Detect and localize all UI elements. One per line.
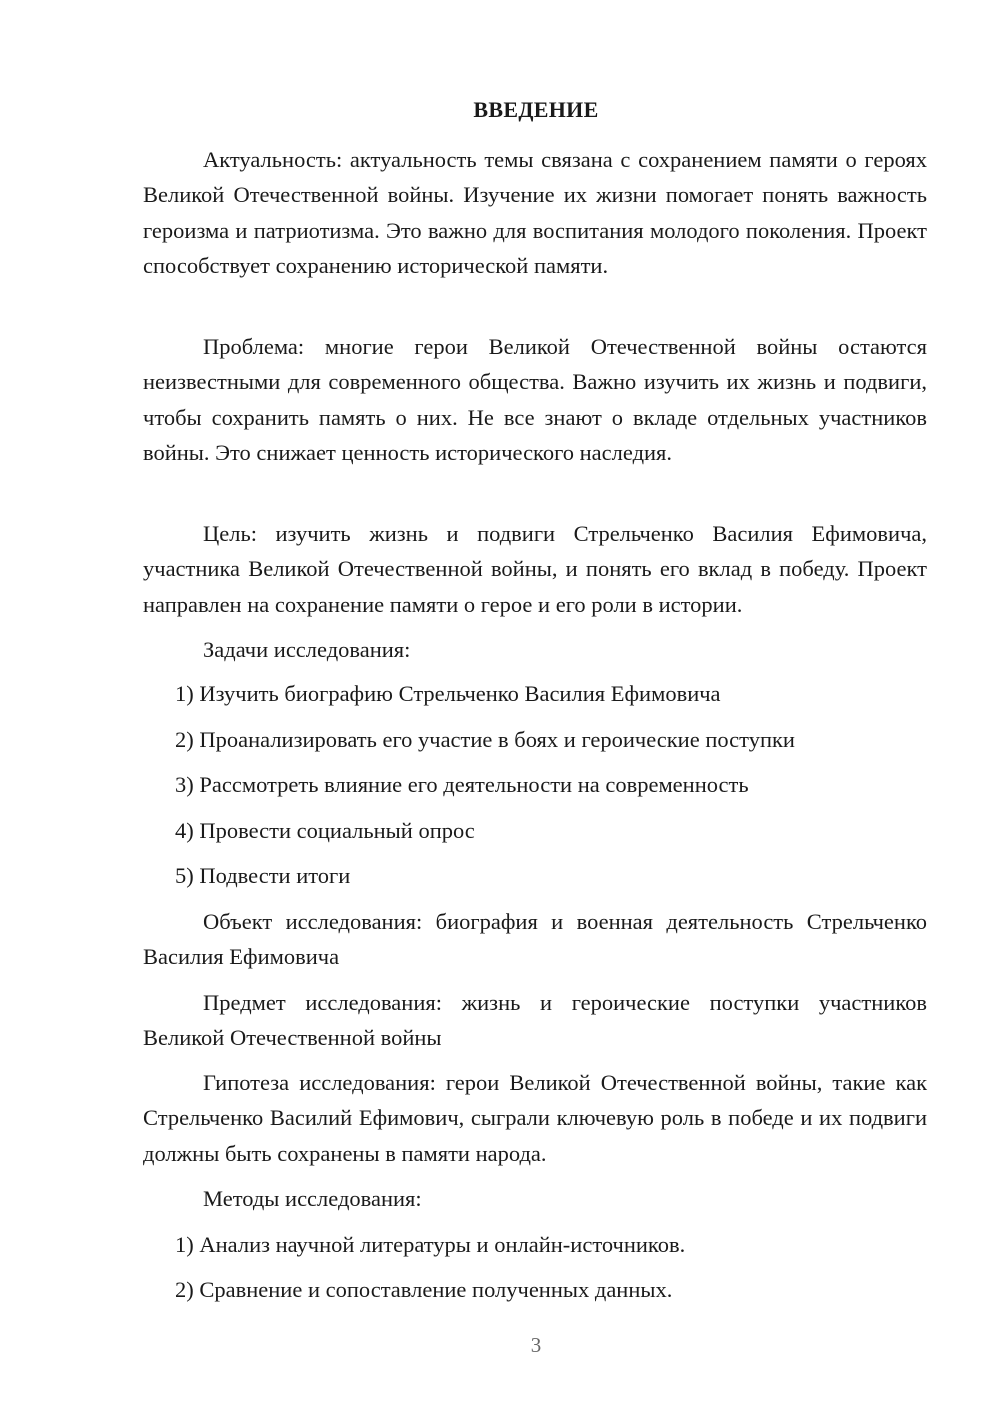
task-item-4: 4) Провести социальный опрос — [175, 818, 475, 843]
task-item-1: 1) Изучить биографию Стрельченко Василия Ефимовича — [175, 681, 721, 706]
object-paragraph: Объект исследования: биография и военная деятельность Стрельченко Василия Ефимовича — [143, 909, 927, 970]
task-item-3: 3) Рассмотреть влияние его деятельности на современность — [175, 772, 749, 797]
problem-paragraph: Проблема: многие герои Великой Отечественной войны остаются неизвестными для современного общества. Важно изучить их жизнь и подвиги, чтобы сохранить память о них. Не все знают о вкладе отдельных участников войны. Это снижает ценность исторического наследия. — [143, 334, 927, 466]
methods-title: Методы исследования: — [203, 1186, 422, 1211]
page-number: 3 — [530, 1333, 542, 1357]
goal-paragraph: Цель: изучить жизнь и подвиги Стрельченко Василия Ефимовича, участника Великой Отечественной войны, и понять его вклад в победу. Проект направлен на сохранение памяти о герое и его роли в истории. — [143, 521, 927, 617]
hypothesis-paragraph: Гипотеза исследования: герои Великой Отечественной войны, такие как Стрельченко Василий Ефимович, сыграли ключевую роль в победе и их подвиги должны быть сохранены в памяти народа. — [143, 1070, 927, 1166]
section-heading: ВВЕДЕНИЕ — [473, 97, 599, 122]
method-item-1: 1) Анализ научной литературы и онлайн-источников. — [175, 1232, 686, 1257]
method-item-2: 2) Сравнение и сопоставление полученных данных. — [175, 1277, 673, 1302]
relevance-paragraph: Актуальность: актуальность темы связана с сохранением памяти о героях Великой Отечественной войны. Изучение их жизни помогает понять важность героизма и патриотизма. Это важно для воспитания молодого поколения. Проект способствует сохранению исторической памяти. — [143, 147, 927, 279]
task-item-5: 5) Подвести итоги — [175, 863, 351, 888]
subject-paragraph: Предмет исследования: жизнь и героические поступки участников Великой Отечественной войны — [143, 990, 927, 1051]
task-item-2: 2) Проанализировать его участие в боях и героические поступки — [175, 727, 795, 752]
tasks-title: Задачи исследования: — [203, 637, 411, 662]
